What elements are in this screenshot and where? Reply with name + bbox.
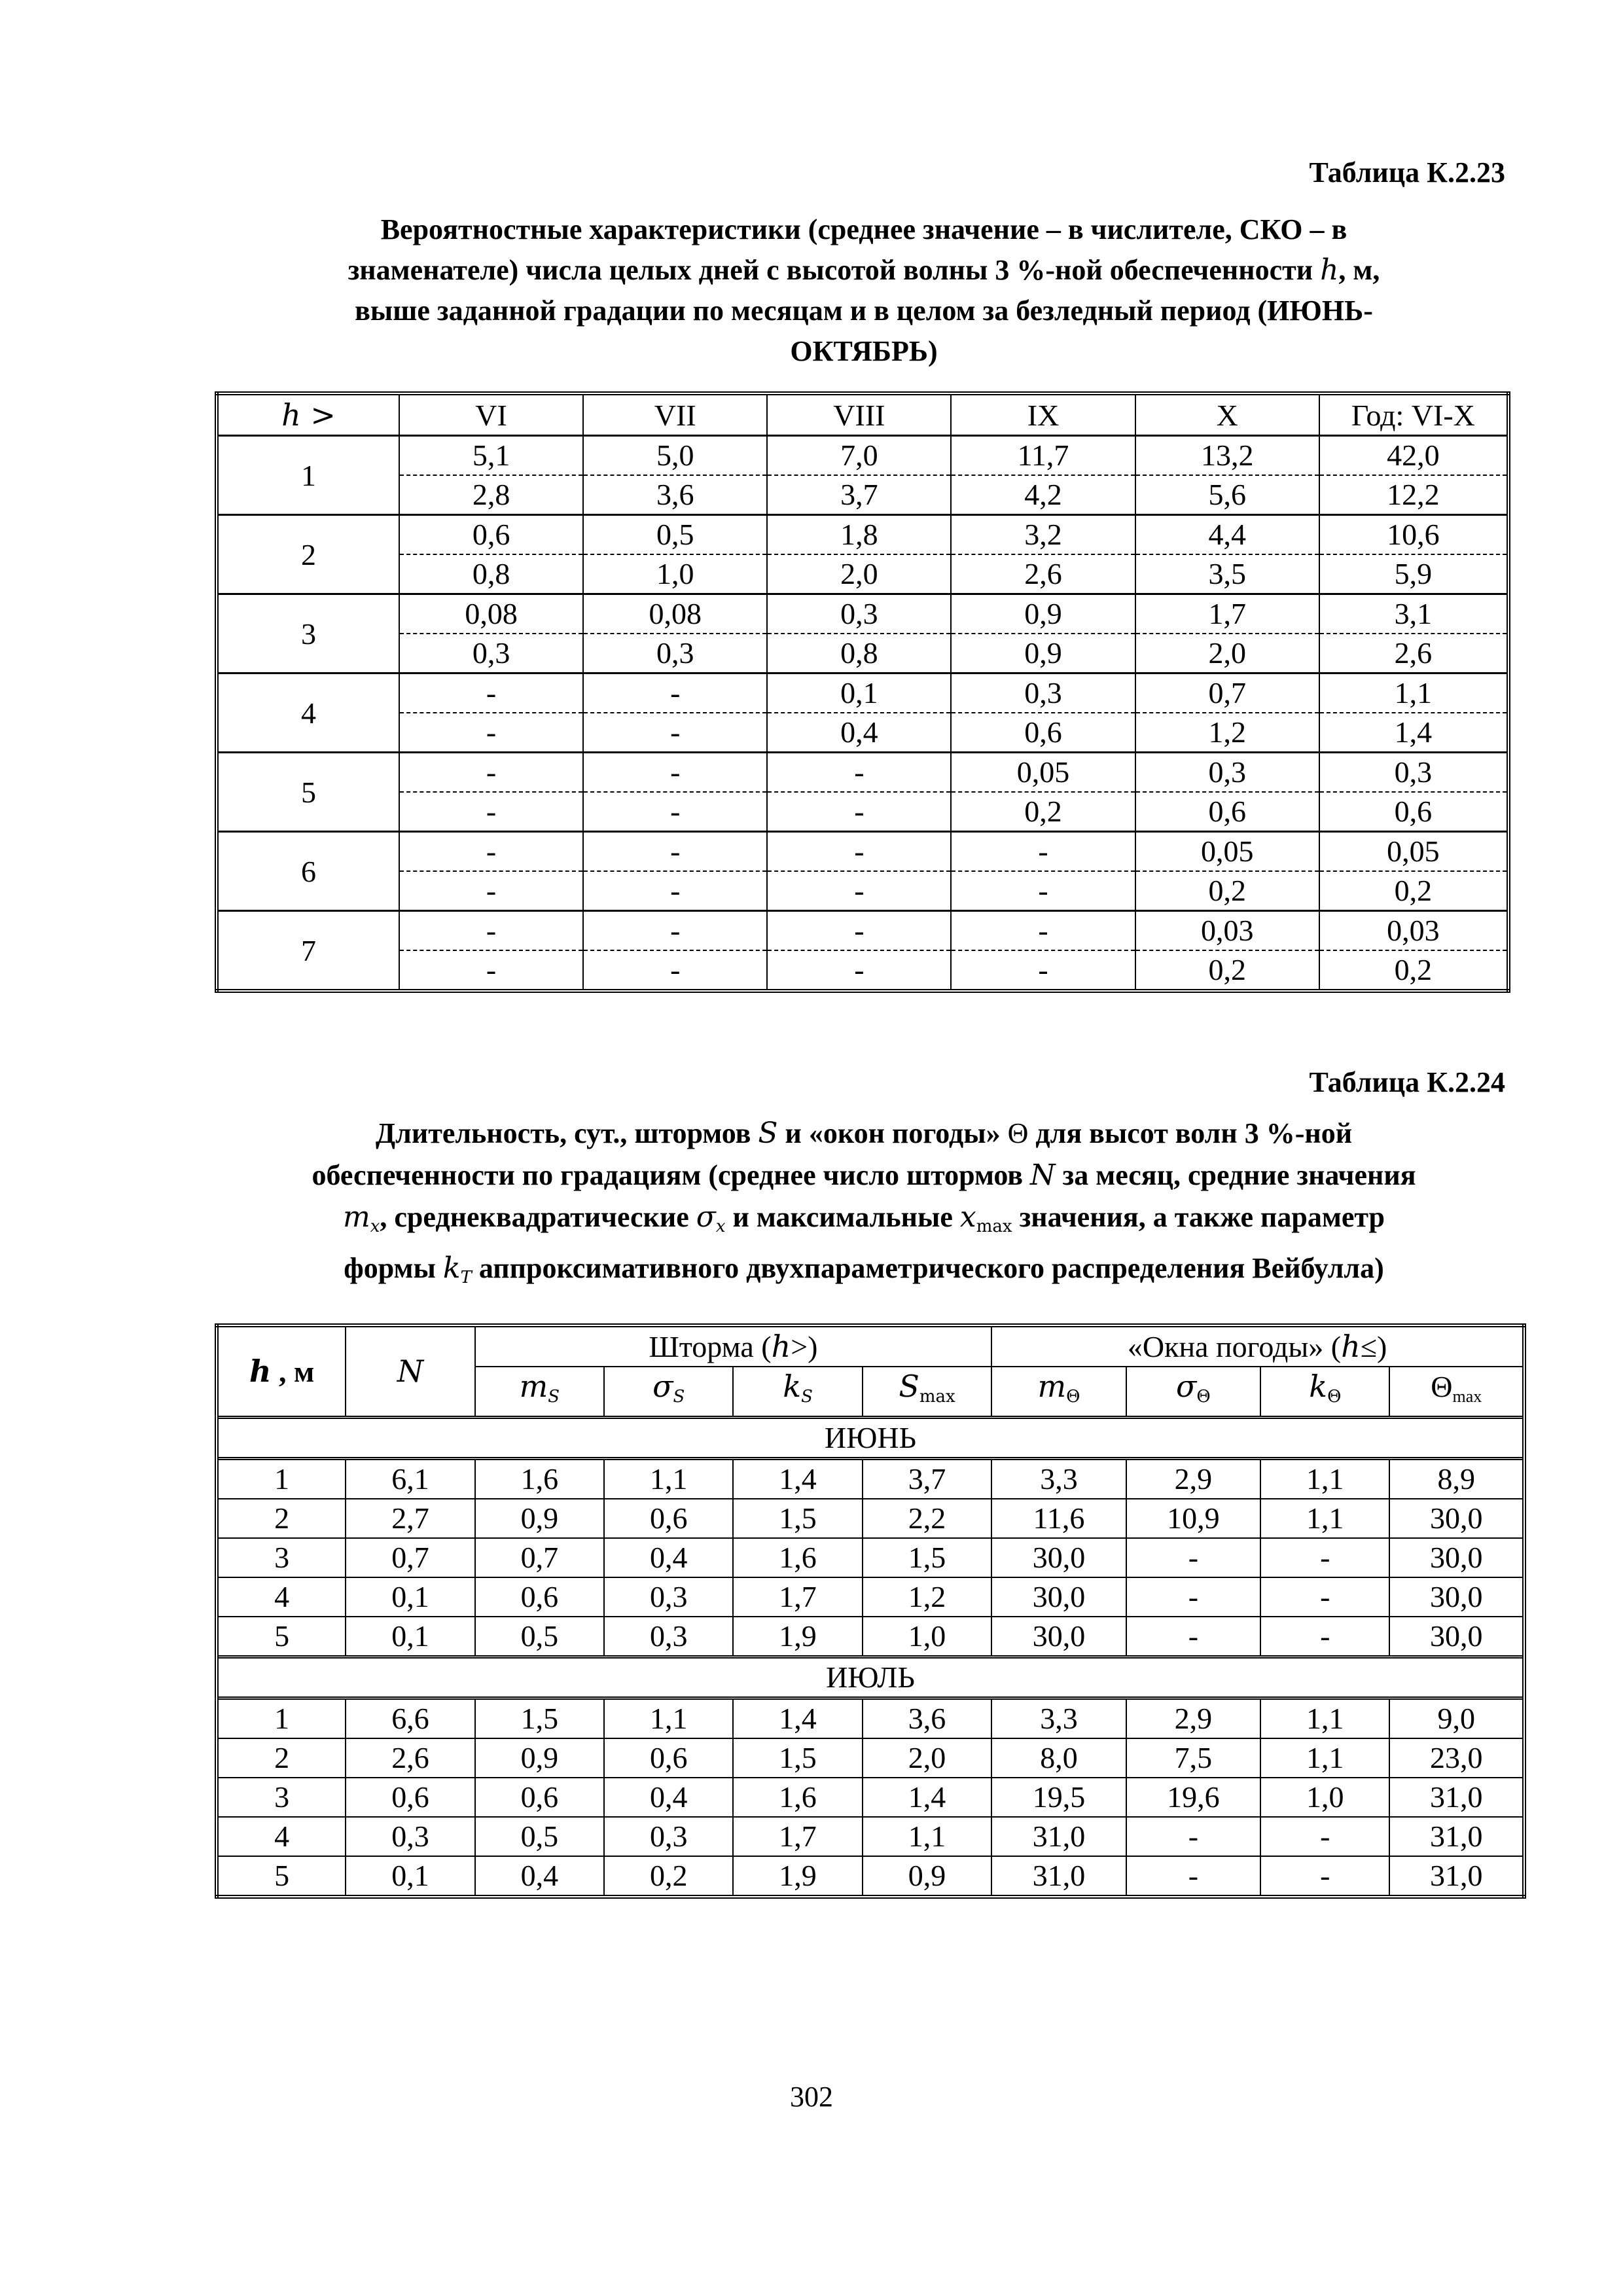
table1-cell-mean: 11,7	[951, 436, 1135, 476]
table1-cell-mean: 0,3	[1319, 753, 1508, 793]
table2-cell: -	[1126, 1617, 1260, 1657]
table2-cell: 23,0	[1389, 1738, 1524, 1778]
table1-cell-mean: 0,6	[399, 515, 583, 555]
table1-cell-mean: -	[951, 911, 1135, 951]
table1-cell-sd: -	[767, 871, 951, 911]
table1-cell-mean: 0,3	[767, 594, 951, 634]
table2-cell: 0,7	[346, 1538, 474, 1577]
table2-cell: -	[1260, 1856, 1389, 1897]
table1-h-cell: 1	[217, 436, 399, 515]
table2-cell: 11,6	[991, 1499, 1126, 1538]
table2-cell: 2,7	[346, 1499, 474, 1538]
table2-cell: 2,0	[863, 1738, 992, 1778]
table1-cell-mean: 1,7	[1135, 594, 1319, 634]
table1-cell-sd: 0,4	[767, 713, 951, 753]
table1-row-numerator	[217, 673, 1508, 713]
table1-h-cell: 5	[217, 753, 399, 832]
table1-header-vii: VII	[583, 393, 767, 436]
table1-row-numerator	[217, 594, 1508, 634]
table2-cell: 2,6	[346, 1738, 474, 1778]
table2-cell: 30,0	[1389, 1577, 1524, 1617]
table1-cell-sd: 2,0	[1135, 634, 1319, 673]
table2-cell: 0,2	[604, 1856, 733, 1897]
table1-cell-sd: 1,2	[1135, 713, 1319, 753]
table1-cell-mean: -	[767, 753, 951, 793]
table1-row-denominator	[217, 871, 1508, 911]
table1-h-cell: 2	[217, 515, 399, 594]
table2-cell: -	[1260, 1817, 1389, 1856]
table2-row	[217, 1577, 1524, 1617]
table1-h-cell: 6	[217, 832, 399, 911]
table2-cell: 1,1	[604, 1459, 733, 1499]
table2-row	[217, 1617, 1524, 1657]
table1-cell-mean: -	[951, 832, 1135, 872]
table2-cell: 1,6	[475, 1459, 604, 1499]
table2-cell: 1,4	[733, 1459, 862, 1499]
symbol-h: h	[1320, 253, 1339, 287]
table1-cell-sd: 0,2	[1319, 871, 1508, 911]
table2-row	[217, 1856, 1524, 1897]
table1-title-line3: выше заданной градации по месяцам и в целом за безледный период (ИЮНЬ-	[355, 295, 1373, 327]
table2-cell: 0,6	[475, 1577, 604, 1617]
table2-cell: -	[1260, 1538, 1389, 1577]
table1-cell-mean: 0,3	[1135, 753, 1319, 793]
table1-title-line2: знаменателе) числа целых дней с высотой волны 3 %-ной обеспеченности h, м,	[348, 253, 1380, 287]
table2-cell: 3,6	[863, 1698, 992, 1739]
table2-cell: 0,4	[604, 1778, 733, 1817]
table2-cell: 30,0	[1389, 1538, 1524, 1577]
table2-cell: 30,0	[1389, 1617, 1524, 1657]
table1-row-denominator	[217, 634, 1508, 673]
table1-cell-mean: 13,2	[1135, 436, 1319, 476]
table1-cell-sd: 5,9	[1319, 554, 1508, 594]
table2-header-ms: $m_S$	[475, 1367, 604, 1418]
table2-title-line2: обеспеченности по градациям (среднее число штормов N за месяц, средние значения	[312, 1158, 1416, 1192]
table2-cell: 31,0	[991, 1856, 1126, 1897]
table2-cell: 4	[217, 1817, 346, 1856]
table2-cell: -	[1126, 1577, 1260, 1617]
table2-cell: 1,5	[475, 1698, 604, 1739]
table2-row	[217, 1778, 1524, 1817]
table1-cell-sd: 2,6	[1319, 634, 1508, 673]
table2-cell: 19,5	[991, 1778, 1126, 1817]
table2-header-k-theta: kΘ	[1260, 1367, 1389, 1418]
table1-row-numerator	[217, 753, 1508, 793]
table2-cell: 3,3	[991, 1698, 1126, 1739]
table2-cell: 1,9	[733, 1617, 862, 1657]
table1-cell-sd: 0,6	[951, 713, 1135, 753]
table2-cell: 1,4	[733, 1698, 862, 1739]
table1-cell-mean: 7,0	[767, 436, 951, 476]
table2-cell: 2,9	[1126, 1698, 1260, 1739]
table2-cell: 30,0	[991, 1577, 1126, 1617]
table2-cell: 1,1	[1260, 1459, 1389, 1499]
table1	[215, 391, 1510, 993]
table1-cell-mean: 1,8	[767, 515, 951, 555]
table2-cell: 5	[217, 1856, 346, 1897]
table1-cell-mean: 0,03	[1319, 911, 1508, 951]
table1-cell-mean: 0,7	[1135, 673, 1319, 713]
table2-header-storms: Шторма (h>)	[475, 1325, 992, 1367]
table2-cell: 1,7	[733, 1577, 862, 1617]
table1-cell-mean: 4,4	[1135, 515, 1319, 555]
table2-cell: 0,9	[475, 1738, 604, 1778]
table1-cell-sd: 0,2	[951, 792, 1135, 832]
page-number: 302	[790, 2081, 833, 2113]
table1-cell-mean: 0,3	[951, 673, 1135, 713]
table1-cell-sd: 0,8	[767, 634, 951, 673]
table2-cell: 0,1	[346, 1856, 474, 1897]
table1-cell-mean: -	[767, 911, 951, 951]
table1-cell-sd: -	[583, 792, 767, 832]
table2-group-label: ИЮЛЬ	[217, 1657, 1524, 1698]
table2-cell: 5	[217, 1617, 346, 1657]
table1-cell-mean: -	[399, 832, 583, 872]
table1-cell-mean: -	[399, 673, 583, 713]
table1-cell-sd: 12,2	[1319, 475, 1508, 515]
table1-cell-mean: 0,08	[583, 594, 767, 634]
table1-cell-sd: 2,6	[951, 554, 1135, 594]
table2-cell: -	[1260, 1617, 1389, 1657]
table1-cell-mean: 5,0	[583, 436, 767, 476]
table2-cell: 1,5	[733, 1499, 862, 1538]
table1-cell-sd: -	[583, 713, 767, 753]
table2-cell: 10,9	[1126, 1499, 1260, 1538]
table1-cell-mean: -	[583, 753, 767, 793]
table1-title-line1: Вероятностные характеристики (среднее значение – в числителе, СКО – в	[380, 213, 1347, 245]
table1-cell-sd: 3,6	[583, 475, 767, 515]
table2-header-sigma-s: $\sigma_S$	[604, 1367, 733, 1418]
table2-row	[217, 1538, 1524, 1577]
table2-cell: 1,9	[733, 1856, 862, 1897]
table2-cell: 0,4	[475, 1856, 604, 1897]
table1-header-ix: IX	[951, 393, 1135, 436]
table2-cell: 6,1	[346, 1459, 474, 1499]
table2-cell: 9,0	[1389, 1698, 1524, 1739]
table2-cell: 30,0	[1389, 1499, 1524, 1538]
table2-cell: -	[1126, 1538, 1260, 1577]
table2-cell: 2,2	[863, 1499, 992, 1538]
table2-cell: 1,6	[733, 1538, 862, 1577]
table2-header-row1	[217, 1325, 1524, 1367]
table1-cell-sd: 0,2	[1135, 871, 1319, 911]
table1-cell-sd: -	[399, 713, 583, 753]
table2-cell: 7,5	[1126, 1738, 1260, 1778]
table2-header-h: h , м	[217, 1325, 346, 1418]
table2-row	[217, 1698, 1524, 1739]
table2-header-sigma-theta: σΘ	[1126, 1367, 1260, 1418]
table1-row-numerator	[217, 911, 1508, 951]
table2-row	[217, 1738, 1524, 1778]
table2-cell: 4	[217, 1577, 346, 1617]
table1-cell-mean: 0,05	[1135, 832, 1319, 872]
table2-cell: 0,3	[604, 1817, 733, 1856]
table1-cell-mean: -	[583, 673, 767, 713]
table1-cell-mean: 0,05	[1319, 832, 1508, 872]
table2-cell: 0,5	[475, 1817, 604, 1856]
table2-cell: 31,0	[991, 1817, 1126, 1856]
table1-cell-sd: 0,2	[1135, 950, 1319, 991]
table1-cell-sd: 1,0	[583, 554, 767, 594]
table1-title	[216, 209, 1512, 372]
table1-header-x: X	[1135, 393, 1319, 436]
table2-cell: 8,9	[1389, 1459, 1524, 1499]
table1-row-denominator	[217, 554, 1508, 594]
table2-cell: 0,3	[604, 1617, 733, 1657]
table1-cell-mean: 0,1	[767, 673, 951, 713]
table2-cell: 1,0	[1260, 1778, 1389, 1817]
table2-cell: -	[1260, 1577, 1389, 1617]
table1-cell-mean: 3,1	[1319, 594, 1508, 634]
table2-cell: 0,7	[475, 1538, 604, 1577]
table2-cell: 0,9	[475, 1499, 604, 1538]
table2-cell: 3	[217, 1778, 346, 1817]
table1-row-numerator	[217, 515, 1508, 555]
table1-cell-sd: 0,9	[951, 634, 1135, 673]
table1-cell-sd: 5,6	[1135, 475, 1319, 515]
table1-header-viii: VIII	[767, 393, 951, 436]
table1-cell-sd: 2,8	[399, 475, 583, 515]
table2-cell: 31,0	[1389, 1856, 1524, 1897]
table1-cell-sd: 0,6	[1319, 792, 1508, 832]
table1-cell-mean: 3,2	[951, 515, 1135, 555]
table2-cell: 3,3	[991, 1459, 1126, 1499]
table1-cell-sd: 1,4	[1319, 713, 1508, 753]
table1-cell-mean: 5,1	[399, 436, 583, 476]
table1-cell-mean: 0,5	[583, 515, 767, 555]
table2-cell: 2	[217, 1499, 346, 1538]
table1-cell-sd: 3,5	[1135, 554, 1319, 594]
table1-cell-mean: -	[399, 911, 583, 951]
table2-header-m-theta: mΘ	[991, 1367, 1126, 1418]
table2-header-theta-max: Θmax	[1389, 1367, 1524, 1418]
table1-cell-mean: 0,9	[951, 594, 1135, 634]
table2-cell: 0,9	[863, 1856, 992, 1897]
table2-cell: 1,5	[863, 1538, 992, 1577]
table1-cell-sd: 0,6	[1135, 792, 1319, 832]
table2-cell: 0,3	[604, 1577, 733, 1617]
table1-cell-sd: -	[767, 792, 951, 832]
table2-group-row	[217, 1418, 1524, 1459]
table2-cell: 1,7	[733, 1817, 862, 1856]
table1-cell-sd: 4,2	[951, 475, 1135, 515]
table2-cell: 3	[217, 1538, 346, 1577]
table2-cell: 6,6	[346, 1698, 474, 1739]
table2-cell: 1,1	[1260, 1499, 1389, 1538]
table1-cell-mean: 0,05	[951, 753, 1135, 793]
table2-cell: 1	[217, 1459, 346, 1499]
table2-row	[217, 1817, 1524, 1856]
table2-cell: 2	[217, 1738, 346, 1778]
table2-cell: 2,9	[1126, 1459, 1260, 1499]
table2-cell: 31,0	[1389, 1778, 1524, 1817]
table1-cell-sd: -	[399, 950, 583, 991]
table1-cell-mean: -	[767, 832, 951, 872]
table1-row-denominator	[217, 950, 1508, 991]
table1-cell-mean: 10,6	[1319, 515, 1508, 555]
table1-cell-sd: -	[767, 950, 951, 991]
table2-cell: 0,3	[346, 1817, 474, 1856]
table2-cell: 1,6	[733, 1778, 862, 1817]
table1-cell-mean: 0,08	[399, 594, 583, 634]
table1-cell-mean: -	[583, 911, 767, 951]
table1-cell-sd: 0,2	[1319, 950, 1508, 991]
table2-cell: 1,1	[604, 1698, 733, 1739]
table2-cell: 0,6	[346, 1778, 474, 1817]
table1-cell-sd: 2,0	[767, 554, 951, 594]
table1-header-vi: VI	[399, 393, 583, 436]
table1-cell-sd: -	[951, 950, 1135, 991]
table2-cell: 1,4	[863, 1778, 992, 1817]
table2-cell: 1,1	[1260, 1698, 1389, 1739]
table2-cell: 0,1	[346, 1617, 474, 1657]
table2-label: Таблица К.2.24	[1309, 1066, 1505, 1098]
table1-row-numerator	[217, 436, 1508, 476]
table2-group-row	[217, 1657, 1524, 1698]
table1-title-line4: ОКТЯБРЬ)	[790, 335, 938, 367]
table2-cell: 30,0	[991, 1617, 1126, 1657]
table1-cell-sd: -	[583, 950, 767, 991]
table2-cell: 0,4	[604, 1538, 733, 1577]
table2-header-windows: «Окна погоды» (h≤)	[991, 1325, 1524, 1367]
table2-title-line1: Длительность, сут., штормов S и «окон погоды» Θ для высот волн 3 %-ной	[375, 1117, 1353, 1150]
table1-cell-mean: 0,03	[1135, 911, 1319, 951]
table1-cell-mean: -	[583, 832, 767, 872]
table2-cell: 0,5	[475, 1617, 604, 1657]
table2-header-smax: Smax	[863, 1367, 992, 1418]
table2-cell: 1,1	[863, 1817, 992, 1856]
table1-cell-sd: -	[399, 871, 583, 911]
table2-row	[217, 1499, 1524, 1538]
table2-title-line3: $m_x$, среднеквадратические $\sigma_x$ и максимальные xmax значения, а также параметр	[342, 1200, 1385, 1236]
table2-cell: 31,0	[1389, 1817, 1524, 1856]
table1-cell-sd: 3,7	[767, 475, 951, 515]
table1-row-denominator	[217, 713, 1508, 753]
table2-cell: 1,1	[1260, 1738, 1389, 1778]
table2-title	[216, 1113, 1512, 1299]
table2-cell: 0,1	[346, 1577, 474, 1617]
table1-cell-mean: -	[399, 753, 583, 793]
table1-h-cell: 4	[217, 673, 399, 753]
table2-cell: 0,6	[604, 1738, 733, 1778]
table1-cell-sd: -	[951, 871, 1135, 911]
table2-cell: 1,2	[863, 1577, 992, 1617]
table1-header-h: h >	[217, 393, 399, 436]
table2-cell: 19,6	[1126, 1778, 1260, 1817]
table2	[215, 1323, 1526, 1899]
table2-cell: 30,0	[991, 1538, 1126, 1577]
table2-row	[217, 1459, 1524, 1499]
table1-row-numerator	[217, 832, 1508, 872]
table1-cell-sd: 0,3	[399, 634, 583, 673]
table2-cell: 1,5	[733, 1738, 862, 1778]
table2-title-line4: формы $k_T$ аппроксимативного двухпараметрического распределения Вейбулла)	[344, 1251, 1384, 1287]
table2-cell: 3,7	[863, 1459, 992, 1499]
table1-label: Таблица К.2.23	[1309, 156, 1505, 188]
table2-cell: 0,6	[604, 1499, 733, 1538]
table2-group-label: ИЮНЬ	[217, 1418, 1524, 1459]
table1-header-row	[217, 393, 1508, 436]
table1-header-year: Год: VI-X	[1319, 393, 1508, 436]
table1-cell-sd: 0,3	[583, 634, 767, 673]
table1-h-cell: 7	[217, 911, 399, 992]
table1-cell-sd: -	[583, 871, 767, 911]
table1-cell-sd: -	[399, 792, 583, 832]
table1-h-cell: 3	[217, 594, 399, 673]
table2-cell: 0,6	[475, 1778, 604, 1817]
table2-cell: -	[1126, 1817, 1260, 1856]
table1-cell-mean: 1,1	[1319, 673, 1508, 713]
table1-cell-mean: 42,0	[1319, 436, 1508, 476]
table1-row-denominator	[217, 792, 1508, 832]
table1-row-denominator	[217, 475, 1508, 515]
table2-cell: 1,0	[863, 1617, 992, 1657]
table2-header-ks: $k_S$	[733, 1367, 862, 1418]
table2-header-n: N	[346, 1325, 474, 1418]
table2-cell: 1	[217, 1698, 346, 1739]
table1-cell-sd: 0,8	[399, 554, 583, 594]
table2-cell: -	[1126, 1856, 1260, 1897]
table2-cell: 8,0	[991, 1738, 1126, 1778]
